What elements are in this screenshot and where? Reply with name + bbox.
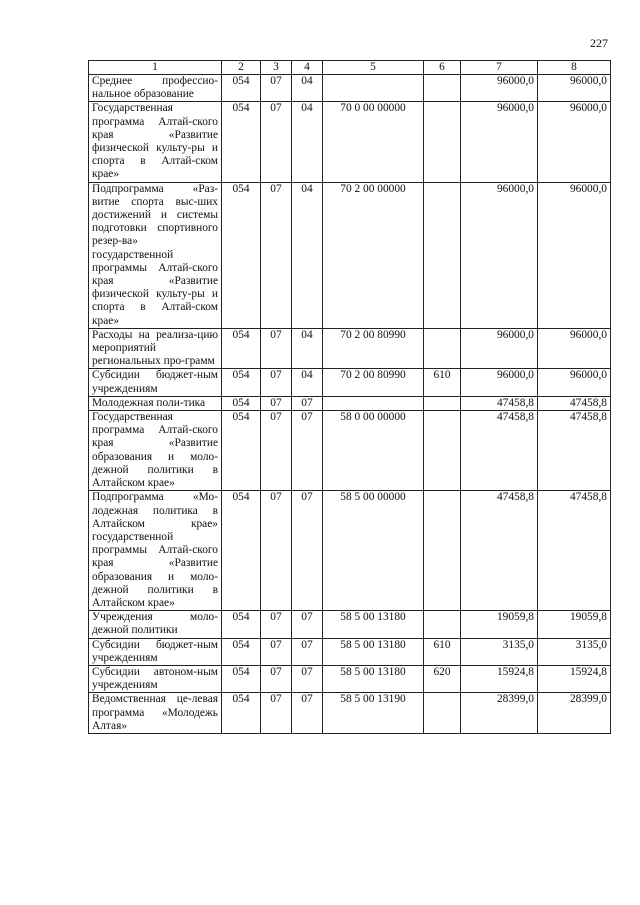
item-name: Субсидии автоном-ным учреждениям xyxy=(89,665,222,692)
expense-type-code xyxy=(424,396,461,410)
subsection-code: 07 xyxy=(292,638,323,665)
column-header: 1 xyxy=(89,61,222,75)
amount-col-7: 96000,0 xyxy=(461,102,538,182)
column-header: 3 xyxy=(261,61,292,75)
subsection-code: 04 xyxy=(292,182,323,328)
amount-col-7: 15924,8 xyxy=(461,665,538,692)
table-row xyxy=(89,369,611,396)
budget-table xyxy=(88,60,611,734)
amount-col-7: 47458,8 xyxy=(461,491,538,611)
department-code: 054 xyxy=(222,491,261,611)
department-code: 054 xyxy=(222,75,261,102)
item-name: Среднее профессио-нальное образование xyxy=(89,75,222,102)
amount-col-8: 96000,0 xyxy=(538,328,611,369)
target-article-code: 70 2 00 00000 xyxy=(323,182,424,328)
amount-col-8: 47458,8 xyxy=(538,396,611,410)
target-article-code: 70 2 00 80990 xyxy=(323,328,424,369)
expense-type-code xyxy=(424,611,461,638)
subsection-code: 04 xyxy=(292,75,323,102)
amount-col-7: 96000,0 xyxy=(461,328,538,369)
amount-col-7: 96000,0 xyxy=(461,182,538,328)
target-article-code: 58 5 00 13190 xyxy=(323,693,424,734)
target-article-code xyxy=(323,75,424,102)
target-article-code: 70 0 00 00000 xyxy=(323,102,424,182)
table-row xyxy=(89,75,611,102)
amount-col-7: 47458,8 xyxy=(461,396,538,410)
expense-type-code xyxy=(424,411,461,491)
amount-col-7: 47458,8 xyxy=(461,411,538,491)
amount-col-7: 96000,0 xyxy=(461,369,538,396)
amount-col-7: 3135,0 xyxy=(461,638,538,665)
subsection-code: 07 xyxy=(292,491,323,611)
table-row xyxy=(89,102,611,182)
table-row xyxy=(89,491,611,611)
amount-col-7: 19059,8 xyxy=(461,611,538,638)
item-name: Субсидии бюджет-ным учреждениям xyxy=(89,638,222,665)
section-code: 07 xyxy=(261,693,292,734)
section-code: 07 xyxy=(261,328,292,369)
subsection-code: 07 xyxy=(292,411,323,491)
amount-col-8: 3135,0 xyxy=(538,638,611,665)
item-name: Ведомственная це-левая программа «Молодежь Алтая» xyxy=(89,693,222,734)
table-row xyxy=(89,328,611,369)
department-code: 054 xyxy=(222,665,261,692)
expense-type-code: 620 xyxy=(424,665,461,692)
target-article-code: 58 5 00 13180 xyxy=(323,638,424,665)
item-name: Субсидии бюджет-ным учреждениям xyxy=(89,369,222,396)
amount-col-8: 96000,0 xyxy=(538,369,611,396)
amount-col-7: 96000,0 xyxy=(461,75,538,102)
subsection-code: 04 xyxy=(292,328,323,369)
column-header: 6 xyxy=(424,61,461,75)
item-name: Подпрограмма «Раз-витие спорта выс-ших достижений и системы подготовки спортивного резер-ва» государственной программы Алтай-ского края «Развитие физической культу-ры и спорта в Алтай-ском крае» xyxy=(89,182,222,328)
column-header: 2 xyxy=(222,61,261,75)
amount-col-8: 96000,0 xyxy=(538,75,611,102)
expense-type-code xyxy=(424,328,461,369)
expense-type-code xyxy=(424,102,461,182)
section-code: 07 xyxy=(261,182,292,328)
target-article-code: 70 2 00 80990 xyxy=(323,369,424,396)
section-code: 07 xyxy=(261,638,292,665)
item-name: Учреждения моло-дежной политики xyxy=(89,611,222,638)
section-code: 07 xyxy=(261,611,292,638)
table-row xyxy=(89,665,611,692)
expense-type-code xyxy=(424,182,461,328)
amount-col-8: 15924,8 xyxy=(538,665,611,692)
expense-type-code: 610 xyxy=(424,369,461,396)
amount-col-8: 19059,8 xyxy=(538,611,611,638)
item-name: Расходы на реализа-цию мероприятий региональных про-грамм xyxy=(89,328,222,369)
amount-col-8: 96000,0 xyxy=(538,182,611,328)
section-code: 07 xyxy=(261,491,292,611)
section-code: 07 xyxy=(261,369,292,396)
target-article-code: 58 0 00 00000 xyxy=(323,411,424,491)
subsection-code: 07 xyxy=(292,665,323,692)
department-code: 054 xyxy=(222,369,261,396)
target-article-code: 58 5 00 13180 xyxy=(323,611,424,638)
table-row xyxy=(89,182,611,328)
department-code: 054 xyxy=(222,638,261,665)
table-row xyxy=(89,611,611,638)
item-name: Государственная программа Алтай-ского края «Развитие физической культу-ры и спорта в Алтай-ском крае» xyxy=(89,102,222,182)
section-code: 07 xyxy=(261,396,292,410)
amount-col-8: 47458,8 xyxy=(538,491,611,611)
section-code: 07 xyxy=(261,411,292,491)
department-code: 054 xyxy=(222,693,261,734)
item-name: Подпрограмма «Мо-лодежная политика в Алтайском крае» государственной программы Алтай-ского края «Развитие образования и моло-дежной политики в Алтайском крае» xyxy=(89,491,222,611)
section-code: 07 xyxy=(261,665,292,692)
subsection-code: 07 xyxy=(292,611,323,638)
department-code: 054 xyxy=(222,611,261,638)
expense-type-code: 610 xyxy=(424,638,461,665)
column-header: 5 xyxy=(323,61,424,75)
table-row xyxy=(89,693,611,734)
amount-col-8: 96000,0 xyxy=(538,102,611,182)
expense-type-code xyxy=(424,491,461,611)
column-header: 8 xyxy=(538,61,611,75)
subsection-code: 07 xyxy=(292,693,323,734)
table-row xyxy=(89,396,611,410)
page-number: 227 xyxy=(590,36,608,50)
table-row xyxy=(89,411,611,491)
department-code: 054 xyxy=(222,396,261,410)
department-code: 054 xyxy=(222,102,261,182)
target-article-code xyxy=(323,396,424,410)
department-code: 054 xyxy=(222,411,261,491)
item-name: Молодежная поли-тика xyxy=(89,396,222,410)
department-code: 054 xyxy=(222,182,261,328)
subsection-code: 04 xyxy=(292,369,323,396)
section-code: 07 xyxy=(261,102,292,182)
column-header: 7 xyxy=(461,61,538,75)
target-article-code: 58 5 00 13180 xyxy=(323,665,424,692)
target-article-code: 58 5 00 00000 xyxy=(323,491,424,611)
subsection-code: 07 xyxy=(292,396,323,410)
section-code: 07 xyxy=(261,75,292,102)
amount-col-8: 47458,8 xyxy=(538,411,611,491)
header-row xyxy=(89,61,611,75)
expense-type-code xyxy=(424,693,461,734)
subsection-code: 04 xyxy=(292,102,323,182)
amount-col-8: 28399,0 xyxy=(538,693,611,734)
expense-type-code xyxy=(424,75,461,102)
column-header: 4 xyxy=(292,61,323,75)
department-code: 054 xyxy=(222,328,261,369)
amount-col-7: 28399,0 xyxy=(461,693,538,734)
table-row xyxy=(89,638,611,665)
item-name: Государственная программа Алтай-ского края «Развитие образования и моло-дежной политики в Алтайском крае» xyxy=(89,411,222,491)
